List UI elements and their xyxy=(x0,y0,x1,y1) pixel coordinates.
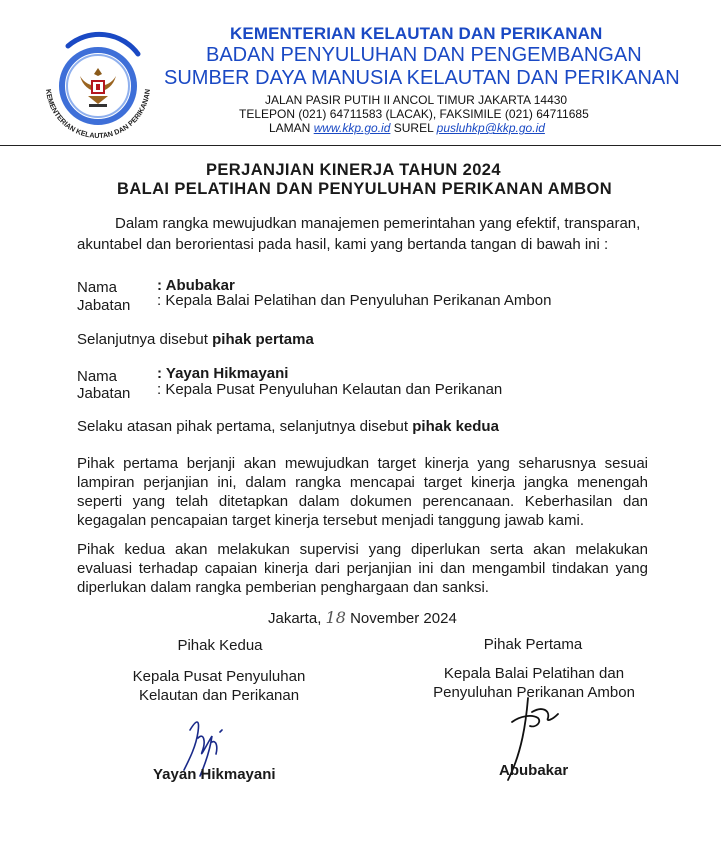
intro-line-2: akuntabel dan berorientasi pada hasil, kami yang bertanda tangan di bawah ini : xyxy=(77,236,609,253)
signing-place: Jakarta, xyxy=(268,610,322,627)
right-signatory-role-line2: Penyuluhan Perikanan Ambon xyxy=(433,684,635,701)
contact-links xyxy=(269,121,545,135)
party2-designation-prefix: Selaku atasan pihak pertama, selanjutnya disebut xyxy=(77,418,409,435)
document-subtitle: BALAI PELATIHAN DAN PENYULUHAN PERIKANAN AMBON xyxy=(117,180,613,198)
party1-designation-prefix: Selanjutnya disebut xyxy=(77,331,208,348)
left-signatory-name: Yayan Hikmayani xyxy=(153,766,276,783)
party2-designation-term: pihak kedua xyxy=(412,418,499,435)
right-signatory-role-line1: Kepala Balai Pelatihan dan xyxy=(443,665,625,682)
web-label: LAMAN xyxy=(269,121,311,135)
party2-designation xyxy=(77,417,499,436)
signing-date xyxy=(268,608,457,628)
paragraph1-line-4: kegagalan pencapaian target kinerja tersebut menjadi tanggung jawab kami. xyxy=(77,512,585,529)
signing-month-year: November 2024 xyxy=(350,610,457,627)
party1-designation xyxy=(77,330,314,349)
website-link[interactable]: www.kkp.go.id xyxy=(313,121,391,135)
paragraph2-line-1: Pihak kedua akan melakukan supervisi yang diperlukan serta akan melakukan xyxy=(77,541,648,558)
party1-name-label: Nama xyxy=(77,279,118,296)
document-title: PERJANJIAN KINERJA TAHUN 2024 xyxy=(206,161,501,179)
left-signatory-role-line1: Kepala Pusat Penyuluhan xyxy=(132,668,306,685)
ministry-name: KEMENTERIAN KELAUTAN DAN PERIKANAN xyxy=(230,24,603,43)
email-link[interactable]: pusluhkp@kkp.go.id xyxy=(436,121,545,135)
party2-position-label: Jabatan xyxy=(77,385,131,402)
signing-day: 18 xyxy=(325,608,346,627)
letterhead-divider xyxy=(0,145,721,146)
paragraph1-line-3: seperti yang telah ditetapkan dalam dokumen perencanaan. Keberhasilan dan xyxy=(77,493,648,510)
left-signatory-role-line2: Kelautan dan Perikanan xyxy=(138,687,300,704)
logo-ring-text: KEMENTERIAN KELAUTAN DAN PERIKANAN xyxy=(44,88,152,141)
agency-name-line1: BADAN PENYULUHAN DAN PENGEMBANGAN xyxy=(206,44,642,66)
right-signatory-heading: Pihak Pertama xyxy=(483,636,583,653)
party2-name-label: Nama xyxy=(77,368,118,385)
intro-line-1: Dalam rangka mewujudkan manajemen pemerintahan yang efektif, transparan, xyxy=(115,215,641,232)
party2-name xyxy=(157,365,288,382)
party2-position: : Kepala Pusat Penyuluhan Kelautan dan Perikanan xyxy=(157,381,503,398)
party2-name-value: : Yayan Hikmayani xyxy=(157,365,289,382)
email-label: SUREL xyxy=(393,121,434,135)
paragraph2-line-2: evaluasi terhadap capaian kinerja dari perjanjian ini dan mengambil tindakan yang xyxy=(77,560,648,577)
paragraph1-line-1: Pihak pertama berjanji akan mewujudkan target kinerja yang seharusnya sesuai xyxy=(77,455,648,472)
paragraph2-line-3: diperlukan dalam rangka pemberian penghargaan dan sanksi. xyxy=(77,579,489,596)
party1-position: : Kepala Balai Pelatihan dan Penyuluhan Perikanan Ambon xyxy=(157,292,552,309)
party1-position-label: Jabatan xyxy=(77,297,131,314)
ministry-logo xyxy=(28,24,163,159)
left-signatory-heading: Pihak Kedua xyxy=(177,637,263,654)
agency-name-line2: SUMBER DAYA MANUSIA KELAUTAN DAN PERIKANAN xyxy=(164,67,680,89)
right-signatory-name: Abubakar xyxy=(499,762,569,779)
paragraph1-line-2: lampiran perjanjian ini, dalam rangka mencapai target kinerja jangka menengah xyxy=(77,474,648,491)
party1-designation-term: pihak pertama xyxy=(212,331,314,348)
party1-name-value: : Abubakar xyxy=(157,277,235,294)
phone-fax: TELEPON (021) 64711583 (LACAK), FAKSIMILE (021) 64711685 xyxy=(239,107,589,121)
address: JALAN PASIR PUTIH II ANCOL TIMUR JAKARTA 14430 xyxy=(265,93,568,107)
